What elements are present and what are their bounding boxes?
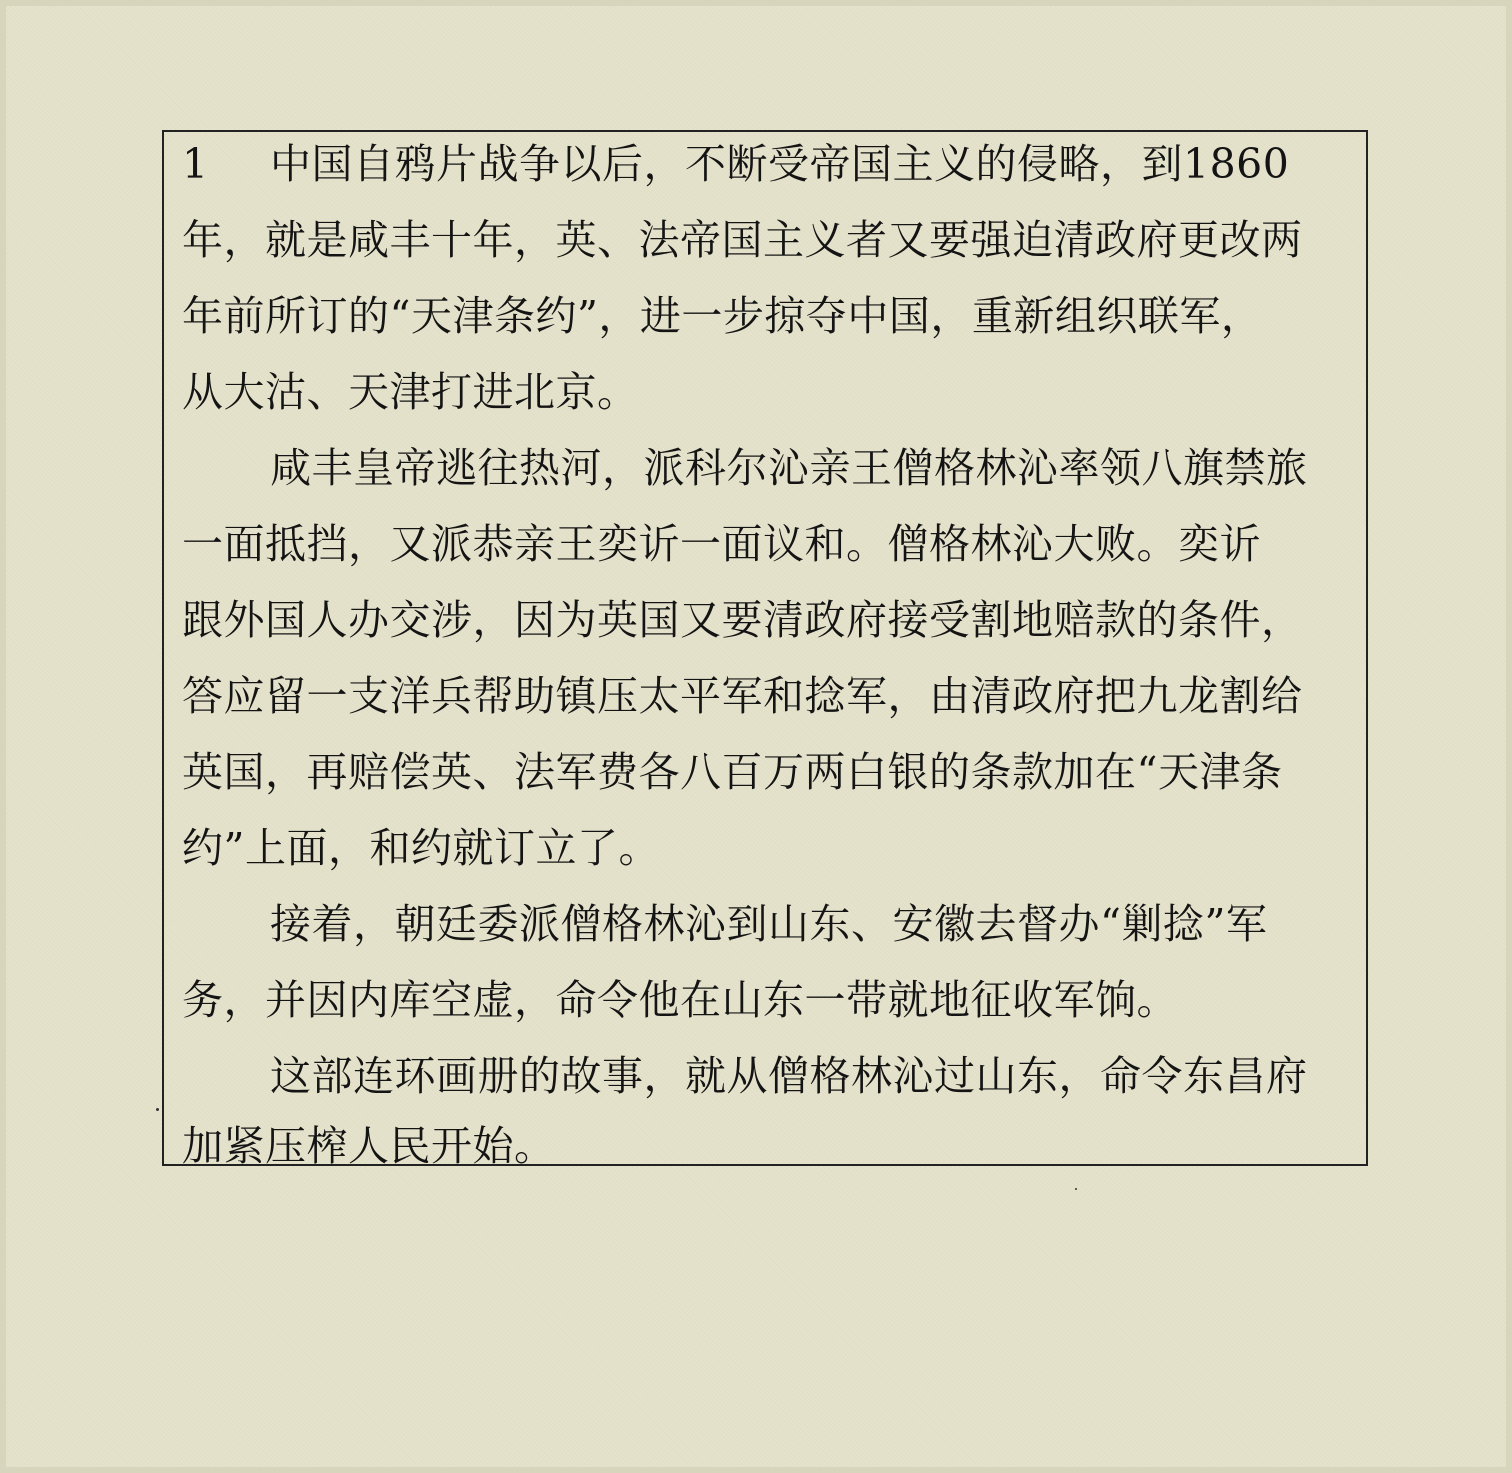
text-line-2: 年，就是咸丰十年，英、法帝国主义者又要强迫清政府更改两 <box>182 216 1303 264</box>
text-line-9: 英国，再赔偿英、法军费各八百万两白银的条款加在“天津条 <box>182 748 1283 796</box>
caption-text-box <box>162 130 1368 1170</box>
text-line-10: 约”上面，和约就订立了。 <box>182 824 660 872</box>
page-number: 1 <box>182 140 209 188</box>
text-line-13: 这部连环画册的故事，就从僧格林沁过山东，命令东昌府 <box>270 1052 1308 1100</box>
text-line-5: 咸丰皇帝逃往热河，派科尔沁亲王僧格林沁率领八旗禁旅 <box>270 444 1308 492</box>
text-line-3: 年前所订的“天津条约”，进一步掠夺中国，重新组织联军， <box>182 292 1263 340</box>
text-line-4: 从大沽、天津打进北京。 <box>182 368 639 416</box>
text-line-11: 接着，朝廷委派僧格林沁到山东、安徽去督办“剿捻”军 <box>270 900 1268 948</box>
text-line-1: 中国自鸦片战争以后，不断受帝国主义的侵略，到1860 <box>270 140 1290 188</box>
ink-speck <box>1075 1188 1077 1190</box>
text-line-8: 答应留一支洋兵帮助镇压太平军和捻军，由清政府把九龙割给 <box>182 672 1303 720</box>
text-line-7: 跟外国人办交涉，因为英国又要清政府接受割地赔款的条件， <box>182 596 1303 644</box>
text-line-12: 务，并因内库空虚，命令他在山东一带就地征收军饷。 <box>182 976 1178 1024</box>
text-line-14: 加紧压榨人民开始。 <box>182 1122 556 1170</box>
text-line-6: 一面抵挡，又派恭亲王奕䜣一面议和。僧格林沁大败。奕䜣 <box>182 520 1261 568</box>
ink-speck <box>156 1108 159 1111</box>
